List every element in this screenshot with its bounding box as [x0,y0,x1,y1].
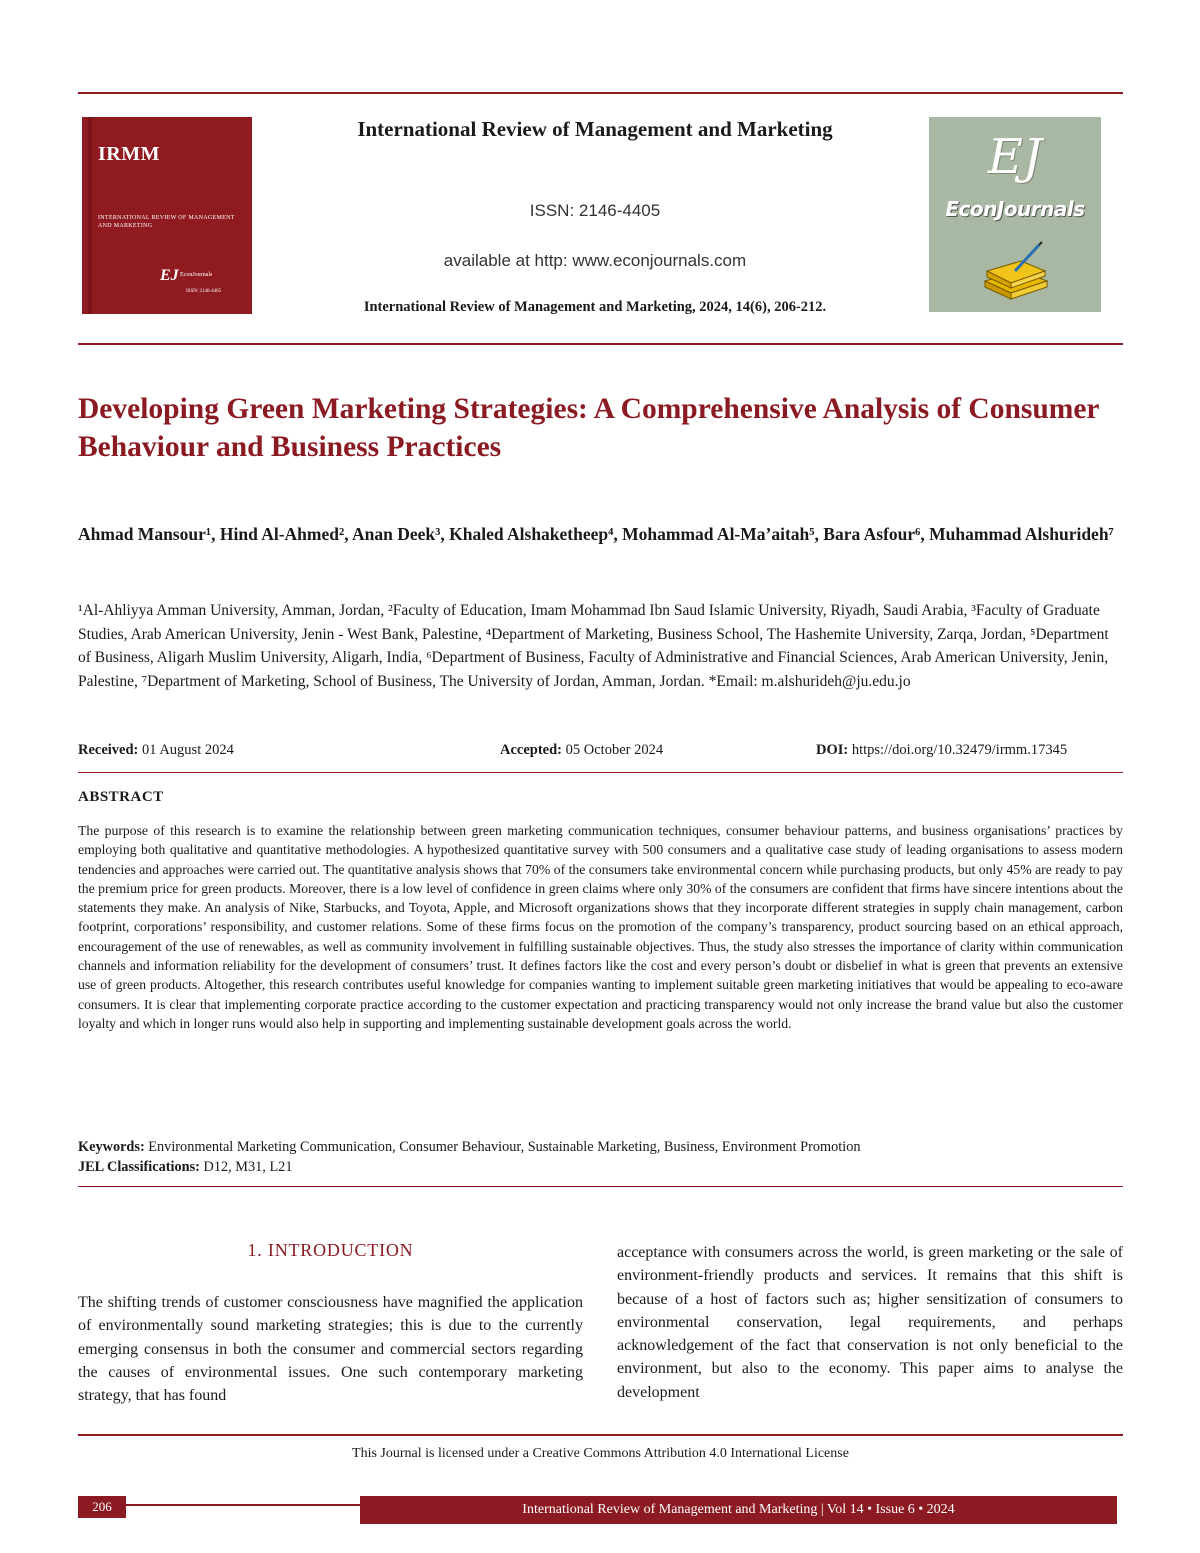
paper-title: Developing Green Marketing Strategies: A Comprehensive Analysis of Consumer Behaviour and Business Practices [78,393,1099,463]
journal-availability: available at http: www.econjournals.com [443,251,747,270]
section-heading-introduction: 1. INTRODUCTION [247,1240,414,1260]
doi-link[interactable]: https://doi.org/10.32479/irmm.17345 [851,742,1068,758]
cover-publisher: EconJournals [180,272,213,278]
affiliations: ¹Al-Ahliyya Amman University, Amman, Jordan, ²Faculty of Education, Imam Mohammad Ibn Saud Islamic University, Riyadh, Saudi Arabia, ³Faculty of Graduate Studies, Arab American University, Jenin - West Bank, Palestine, ⁴Department of Marketing, Business School, The Hashemite University, Zarqa, Jordan, ⁵Department of Business, Aligarh Muslim University, Aligarh, India, ⁶Department of Business, Faculty of Administrative and Financial Sciences, Arab American University, Jenin, Palestine, ⁷Department of Marketing, School of Business, The University of Jordan, Amman, Jordan. *Email: m.alshurideh@ju.edu.jo [78,602,1109,690]
top-rule [78,92,1123,94]
cover-title: IRMM [98,143,160,165]
abstract-heading: ABSTRACT [78,789,164,805]
accepted-date [500,742,663,759]
journal-cover-image [82,117,252,314]
econjournals-logo [929,117,1101,312]
body-column-right: acceptance with consumers across the world, is green marketing or the sale of environment-friendly products and services. It remains that this shift is because of a host of factors such as; higher sensitization of consumers to environmental conservation, legal requirements, and perhaps acknowledgement of the fact that conservation is not only beneficial to the environment, but also to the economy. This paper aims to analyse the development [617,1244,1123,1401]
journal-issn: ISSN: 2146-4405 [529,201,661,220]
header-rule [78,343,1123,345]
cover-subtitle: INTERNATIONAL REVIEW OF MANAGEMENT AND MARKETING [98,215,235,229]
article-dates [78,742,1123,764]
keywords-rule [78,1186,1123,1187]
accepted-label: Accepted: [500,742,563,758]
footer-divider [124,1504,360,1506]
ej-logo-name: EconJournals [945,197,1085,221]
cover-logo: EJ [160,267,179,284]
received-value: 01 August 2024 [142,742,234,758]
doi [816,742,1067,759]
received-date [78,742,234,759]
cover-stripe [88,117,92,314]
jel-label: JEL Classifications: [78,1159,200,1175]
received-label: Received: [78,742,139,758]
jel-value: D12, M31, L21 [203,1159,293,1175]
accepted-value: 05 October 2024 [565,742,664,758]
author-list: Ahmad Mansour¹, Hind Al-Ahmed², Anan Deek³, Khaled Alshaketheep⁴, Mohammad Al-Ma’aitah⁵, Bara Asfour⁶, Muhammad Alshurideh⁷ [78,524,1114,544]
license-statement: This Journal is licensed under a Creative Commons Attribution 4.0 International License [352,1446,849,1461]
running-footer: International Review of Management and Marketing | Vol 14 • Issue 6 • 2024 [360,1496,1117,1524]
keywords-block [78,1137,1123,1177]
journal-title: International Review of Management and Marketing [357,117,833,141]
keywords-label: Keywords: [78,1139,145,1155]
cover-issn: ISSN: 2146-4405 [186,289,222,294]
ej-logo-mark: EJ [987,129,1043,185]
dates-rule [78,772,1123,773]
article-citation: International Review of Management and Marketing, 2024, 14(6), 206-212. [363,299,827,315]
doi-label: DOI: [816,742,849,758]
page-number: 206 [78,1496,126,1518]
keywords-value: Environmental Marketing Communication, Consumer Behaviour, Sustainable Marketing, Business, Environment Promotion [148,1139,861,1155]
books-icon [981,241,1051,303]
license-rule [78,1434,1123,1436]
body-column-left: The shifting trends of customer consciousness have magnified the application of environmentally sound marketing strategies; this is due to the currently emerging consensus in both the consumer and commercial sectors regarding the causes of environmental issues. One such contemporary marketing strategy, that has found [78,1294,583,1405]
abstract-text: The purpose of this research is to examine the relationship between green marketing communication techniques, consumer behaviour patterns, and business organisations’ practices by employing both qualitative and quantitative methodologies. A hypothesized quantitative survey with 500 consumers and a qualitative case study of leading organisations to assess modern tendencies and approaches were carried out. The quantitative analysis shows that 70% of the consumers take environmental concern while purchasing products, but only 45% are ready to pay the premium price for green products. Moreover, there is a low level of confidence in green claims where only 30% of the consumers are confident that firms have sincere intentions about the statements they make. An analysis of Nike, Starbucks, and Toyota, Apple, and Microsoft organizations shows that they incorporate different strategies in supply chain management, carbon footprint, corporations’ responsibility, and customer relations. Some of these firms focus on the promotion of the company’s transparency, product sourcing based on an ethical approach, encouragement of the use of renewables, as well as community involvement in fulfilling sustainable objectives. Thus, the study also stresses the importance of clarity within communication channels and information reliability for the development of consumers’ trust. It defines factors like the cost and every person’s doubt or disbelief in what is green that prevents an extensive use of green products. Altogether, this research contributes useful knowledge for companies wanting to implement suitable green marketing initiatives that would be appealing to eco-aware consumers. It is clear that implementing corporate practice according to the customer expectation and practicing transparency would not only increase the brand value but also the customer loyalty and which in longer runs would also help in supporting and implementing sustainable development goals across the world. [78,823,1123,1031]
